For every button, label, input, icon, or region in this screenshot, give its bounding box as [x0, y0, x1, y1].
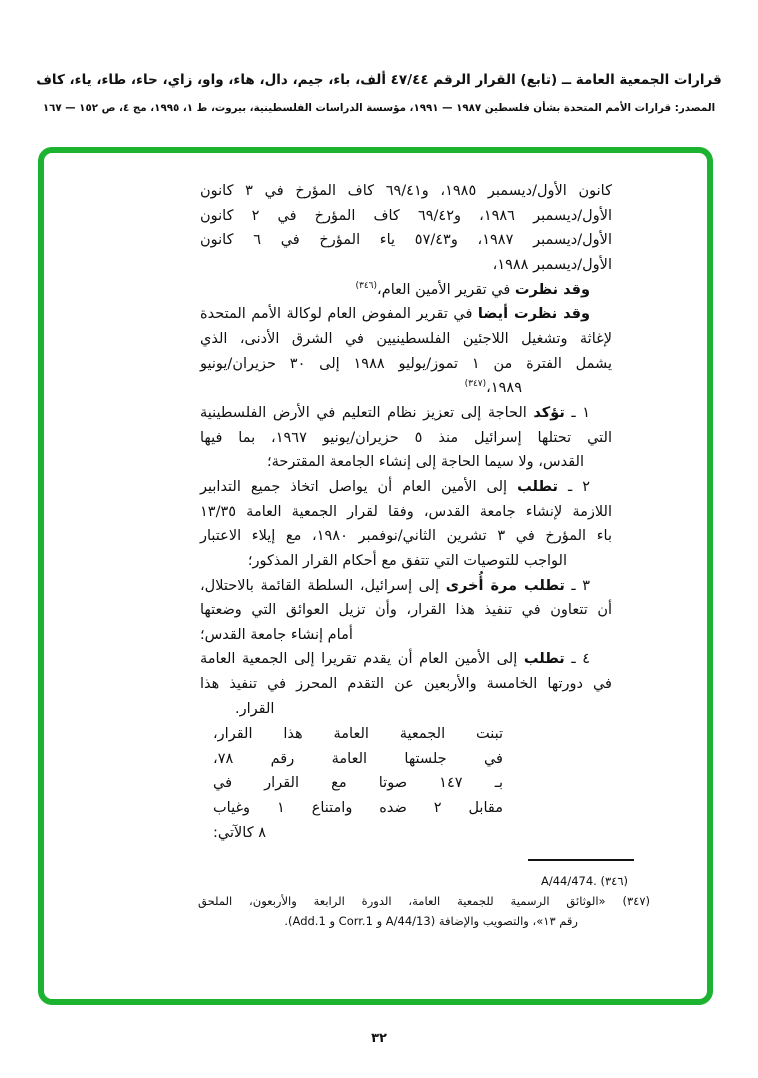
text-line: [200, 352, 612, 377]
text-segment: ٨ كالآتي:: [213, 824, 267, 841]
text-segment: بـ ١٤٧ صوتا مع القرار في: [213, 775, 503, 792]
text-segment: إلى الأمين العام أن يقدم تقريرا إلى الجمعية العامة: [200, 651, 524, 668]
text-line: [213, 747, 503, 772]
text-line: [200, 376, 612, 401]
footnote-346: [198, 871, 650, 891]
footnote-347-marker: (٣٤٧): [622, 894, 650, 908]
text-line: [200, 278, 612, 303]
text-segment: الأول/ديسمبر ١٩٨٦، و٦٩/٤٢ كاف المؤرخ في ٢ كانون: [200, 207, 612, 224]
text-segment: تبنت الجمعية العامة هذا القرار،: [213, 726, 503, 742]
page-header-source: المصدر: قرارات الأمم المتحدة بشأن فلسطين ١٩٨٧ — ١٩٩١، مؤسسة الدراسات الفلسطينية، بيروت، ط ١، ١٩٩٥، مج ٤، ص ١٥٢ — ١٦٧: [42, 102, 716, 114]
text-line: [200, 647, 612, 672]
emphasized-text: تطلب: [523, 651, 565, 668]
text-segment: الحاجة إلى تعزيز نظام التعليم في الأرض الفلسطينية: [200, 404, 534, 421]
text-segment: اللازمة لإنشاء جامعة القدس، وفقا لقرار الجمعية العامة ١٣/٣٥: [200, 503, 612, 520]
text-line: [200, 524, 612, 549]
emphasized-text: تطلب: [517, 478, 558, 495]
footnote-347-line1: [198, 891, 650, 911]
text-segment: إلى إسرائيل، السلطة القائمة بالاحتلال،: [200, 577, 446, 594]
footnote-marker-superscript: (٣٤٧): [464, 379, 487, 390]
text-segment: في تقرير الأمين العام،: [377, 281, 515, 298]
text-line: [200, 549, 612, 574]
text-line: [200, 574, 612, 599]
text-segment: ١٩٨٩،: [486, 380, 522, 397]
text-line: [200, 179, 612, 204]
text-line: [200, 302, 612, 327]
footnote-346-reference: A/44/474.: [540, 874, 597, 888]
emphasized-text: تؤكد: [533, 404, 565, 421]
emphasized-text: تطلب مرة أُخرى: [445, 577, 565, 594]
text-segment: أمام إنشاء جامعة القدس؛: [200, 626, 353, 643]
text-segment: في تقرير المفوض العام لوكالة الأمم المتحدة: [200, 306, 478, 323]
footnote-separator-rule: [528, 859, 634, 861]
emphasized-text: وقد نظرت أيضا: [477, 306, 590, 323]
text-line: [200, 623, 612, 648]
text-segment: في دورتها الخامسة والأربعين عن التقدم المحرز في تنفيذ هذا: [200, 676, 612, 693]
text-line: [200, 500, 612, 525]
text-segment: لإغاثة وتشغيل اللاجئين الفلسطينيين في الشرق الأدنى، الذي: [200, 330, 612, 347]
adoption-statement-block: [213, 722, 503, 845]
footnote-347-text: «الوثائق الرسمية للجمعية العامة، الدورة الرابعة والأربعون، الملحق: [198, 894, 606, 908]
text-line: [200, 228, 612, 253]
page-number: ٣٢: [371, 1031, 387, 1046]
text-line: [213, 821, 503, 846]
text-segment: يشمل الفترة من ١ تموز/يوليو ١٩٨٨ إلى ٣٠ حزيران/يونيو: [200, 355, 612, 372]
footnote-346-marker: (٣٤٦): [600, 874, 628, 888]
text-segment: مقابل ٢ ضده وامتناع ١ وغياب: [213, 799, 503, 816]
text-line: [200, 401, 612, 426]
footnote-marker-superscript: (٣٤٦): [355, 280, 378, 291]
text-segment: ١ ـ: [564, 404, 590, 421]
text-segment: القدس، ولا سيما الحاجة إلى إنشاء الجامعة المقترحة؛: [266, 454, 584, 471]
text-segment: ٢ ـ: [557, 478, 591, 495]
text-line: [213, 771, 503, 796]
page-header-title: قرارات الجمعية العامة ــ (تابع) القرار الرقم ٤٧/٤٤ ألف، باء، جيم، دال، هاء، واو، زاي، حاء، طاء، ياء، كاف: [36, 72, 722, 88]
text-segment: الأول/ديسمبر ١٩٨٨،: [492, 256, 612, 273]
text-segment: أن تتعاون في تنفيذ هذا القرار، وأن تزيل العوائق التي وضعتها: [200, 602, 612, 619]
text-segment: ٣ ـ: [564, 577, 590, 594]
text-segment: في جلستها العامة رقم ٧٨،: [213, 750, 503, 767]
text-segment: ٤ ـ: [564, 651, 591, 668]
footnote-347-line2: رقم ١٣»، والتصويب والإضافة (A/44/13 و Corr.1 و Add.1).: [284, 914, 578, 928]
resolution-text-block: [200, 179, 612, 721]
text-segment: إلى الأمين العام أن يواصل اتخاذ جميع التدابير: [200, 478, 518, 495]
footnotes-block: [198, 871, 650, 931]
text-segment: الأول/ديسمبر ١٩٨٧، و٥٧/٤٣ ياء المؤرخ في ٦ كانون: [200, 232, 612, 249]
footnote-347-spacer: [606, 894, 623, 908]
text-line: [200, 426, 612, 451]
text-segment: القرار.: [235, 700, 275, 717]
text-line: [200, 697, 612, 722]
emphasized-text: وقد نظرت: [514, 281, 590, 298]
text-line: [200, 253, 612, 278]
text-line: [213, 796, 503, 821]
text-segment: الواجب للتوصيات التي تتفق مع أحكام القرار المذكور؛: [247, 552, 567, 569]
text-segment: التي تحتلها إسرائيل منذ ٥ حزيران/يونيو ١٩٦٧، بما فيها: [200, 429, 612, 446]
text-segment: كانون الأول/ديسمبر ١٩٨٥، و٦٩/٤١ كاف المؤرخ في ٣ كانون: [200, 183, 613, 199]
text-line: [200, 327, 612, 352]
text-line: [200, 672, 612, 697]
text-line: [200, 475, 612, 500]
text-line: [200, 450, 612, 475]
text-line: [213, 722, 503, 747]
text-line: [200, 204, 612, 229]
text-line: [200, 598, 612, 623]
text-segment: باء المؤرخ في ٣ تشرين الثاني/نوفمبر ١٩٨٠، مع إيلاء الاعتبار: [200, 528, 612, 545]
